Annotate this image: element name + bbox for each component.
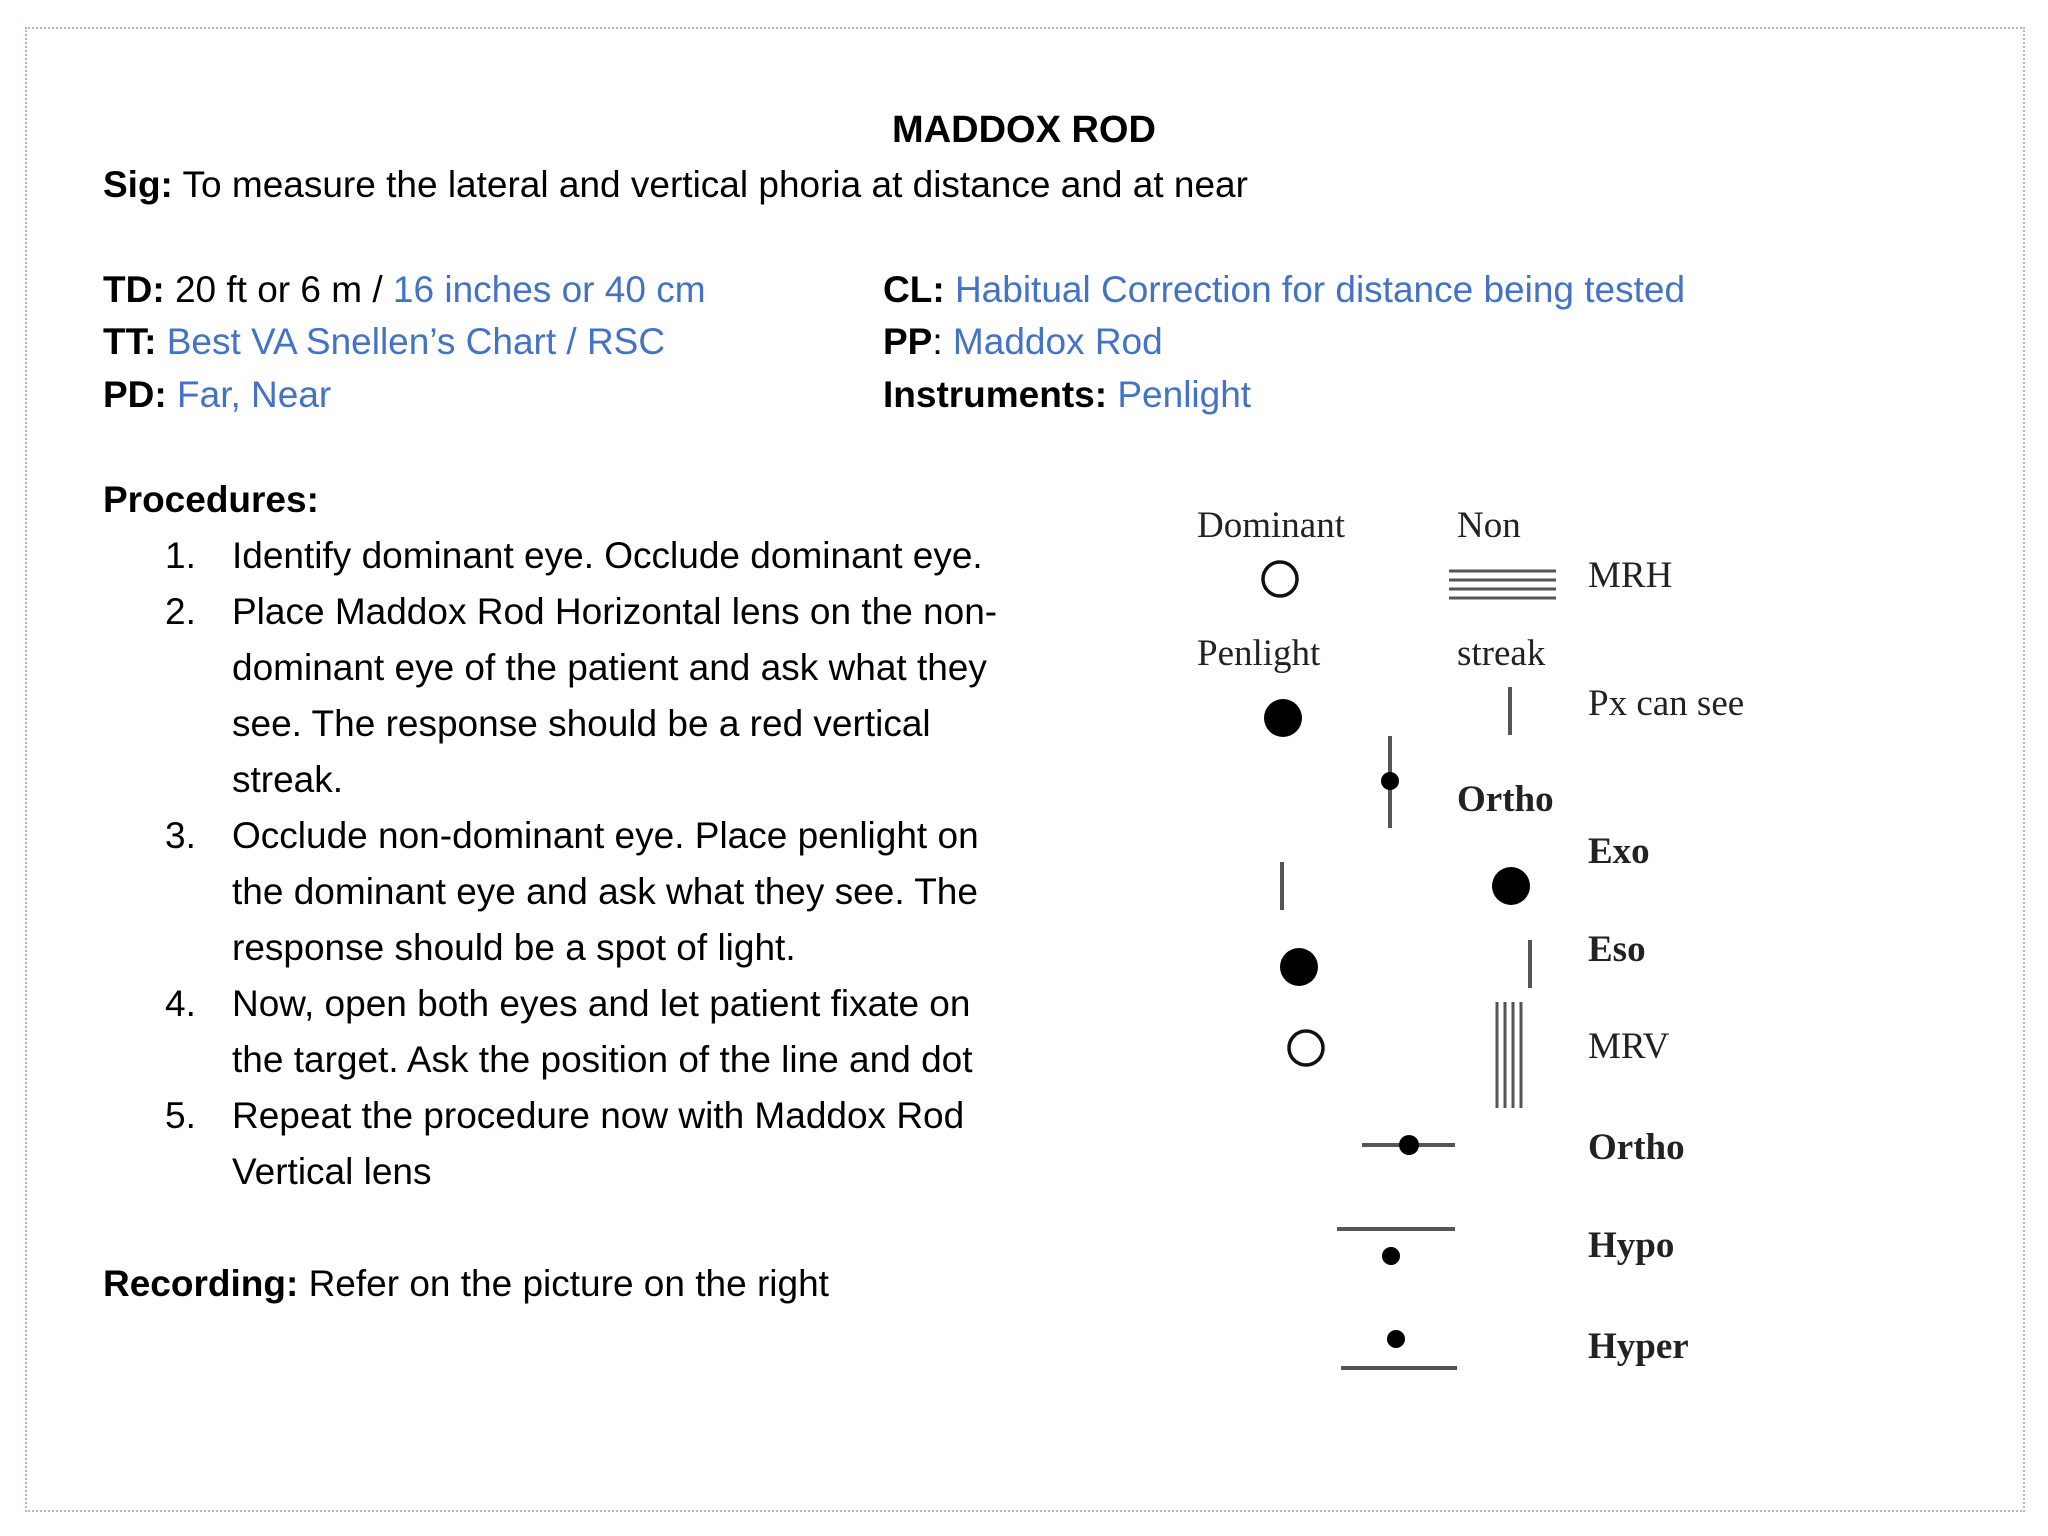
fig-label-hypo: Hypo (1588, 1225, 1675, 1266)
page-title: MADDOX ROD (892, 109, 1156, 151)
fig-label-hyper: Hyper (1588, 1326, 1689, 1367)
light-spot-icon (1264, 699, 1302, 737)
procedures-heading: Procedures: (103, 479, 319, 520)
ortho-dot-icon (1381, 772, 1399, 790)
step-text: Place Maddox Rod Horizontal lens on the non-dominant eye of the patient and ask what they see. The response should be a red vertical streak. (232, 591, 998, 800)
pd-label: PD: (103, 374, 167, 415)
tt-label: TT: (103, 321, 157, 362)
fig-label-dominant: Dominant (1197, 505, 1345, 546)
fig-label-penlight: Penlight (1197, 633, 1321, 674)
fig-label-exo: Exo (1588, 831, 1650, 872)
cl-value: Habitual Correction for distance being tested (954, 269, 1686, 310)
open-circle-icon (1289, 1031, 1323, 1065)
step-number: 3. (165, 815, 196, 856)
instruments-value: Penlight (1117, 374, 1252, 415)
hypo-dot-icon (1382, 1247, 1400, 1265)
fig-label-non: Non (1457, 505, 1521, 546)
pp-colon: : (932, 321, 943, 362)
pp-value: Maddox Rod (952, 321, 1163, 362)
fig-label-ortho-horizontal: Ortho (1457, 779, 1554, 820)
pp-label: PP (883, 321, 933, 362)
fig-label-mrv: MRV (1588, 1026, 1670, 1067)
sig-text: To measure the lateral and vertical phoria at distance and at near (182, 164, 1248, 205)
step-text: Occlude non-dominant eye. Place penlight on the dominant eye and ask what they see. The response should be a spot of light. (232, 815, 979, 968)
step-text: Identify dominant eye. Occlude dominant eye. (232, 535, 983, 576)
instruments-label: Instruments: (883, 374, 1108, 415)
vertical-rod-lines-icon (1497, 1002, 1521, 1108)
fig-label-streak: streak (1457, 633, 1546, 674)
recording-text: Refer on the picture on the right (308, 1263, 829, 1304)
open-circle-icon (1263, 562, 1297, 596)
step-number: 5. (165, 1095, 196, 1136)
exo-dot-icon (1492, 867, 1530, 905)
td-label: TD: (103, 269, 165, 310)
fig-label-px-can-see: Px can see (1588, 683, 1745, 724)
fig-label-ortho-vertical: Ortho (1588, 1127, 1685, 1168)
step-number: 2. (165, 591, 196, 632)
ortho-dot-icon (1399, 1135, 1419, 1155)
step-number: 4. (165, 983, 196, 1024)
sig-label: Sig: (103, 164, 173, 205)
eso-dot-icon (1280, 948, 1318, 986)
step-text: Now, open both eyes and let patient fixate on the target. Ask the position of the line and dot (232, 983, 973, 1080)
fig-label-eso: Eso (1588, 929, 1646, 970)
td-value-plain: 20 ft or 6 m / (174, 269, 393, 310)
cl-label: CL: (883, 269, 945, 310)
pd-value: Far, Near (177, 374, 332, 415)
fig-label-mrh: MRH (1588, 555, 1673, 596)
horizontal-rod-lines-icon (1449, 571, 1556, 598)
td-value-blue: 16 inches or 40 cm (392, 269, 706, 310)
step-text: Repeat the procedure now with Maddox Rod Vertical lens (232, 1095, 965, 1192)
tt-value: Best VA Snellen’s Chart / RSC (166, 321, 666, 362)
recording-label: Recording: (103, 1263, 299, 1304)
hyper-dot-icon (1387, 1330, 1405, 1348)
step-number: 1. (165, 535, 196, 576)
